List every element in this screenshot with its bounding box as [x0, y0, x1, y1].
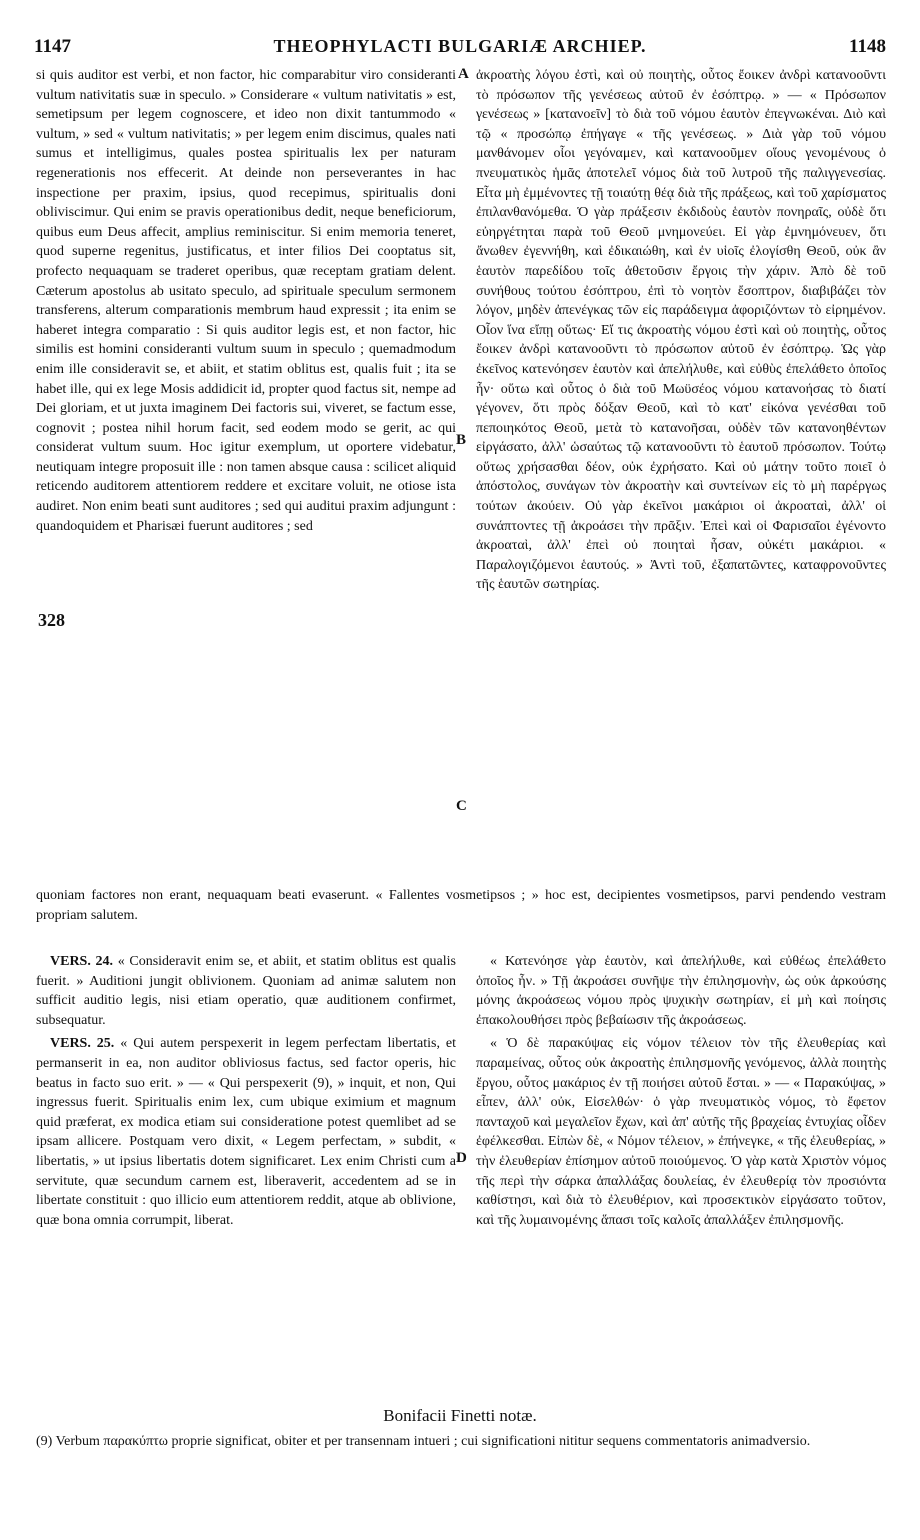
greek-verse-24: « Κατενόησε γὰρ ἑαυτὸν, καὶ ἀπελήλυθε, καὶ εὐθέως ἐπελάθετο ὁποῖος ἦν. » Τῇ ἀκροάσει συνῆψε τὴν ἐπιλησμονὴν, ὡς οὐκ ἀρκούσης μόνης ἀκροάσεως νόμου πρὸς ψυχικὴν σωτηρίαν, εἰ μὴ καὶ ποίησις ἐπακολουθήσει πρὸς βεβαίωσιν τῆς ἀκροάσεως. — [476, 954, 886, 1028]
notes-title: Bonifacii Finetti notæ. — [383, 1406, 537, 1425]
page-header — [0, 0, 920, 60]
latin-verse-24 — [36, 952, 456, 1030]
latin-paragraph: si quis auditor est verbi, et non factor, hic comparabitur viro consideranti vultum nativitatis suæ in speculo. » Considerare « vultum nativitatis » est, semetipsum per legem cognoscere, et ideo non dixit tantummodo « vultum, » sed « vultum nativitatis; » per legem enim discimus, quales nati sumus et intelligimus, quales postea spiritualis lex per naturam regenerationis nos effecerit. At deinde non perseverantes in hac inspectione per praxim, ipsius, quod recepimus, spiritualis doni obliviscimur. Qui enim se pravis operationibus dedit, neque beneficiorum, quibus eum Deus affecit, amplius reminiscitur. Si enim memoria teneret, quod superne regenitus, justificatus, et inter filios Dei cooptatus sit, profecto nequaquam se traderet operibus, quæ receptam gratiam delent. Cæterum apostolus ab usitato speculo, ad spirituale speculum sermonem transferens, alterum comparationis membrum haud expressit ; ita enim se haberet integra comparatio : Si quis auditor legis est, et non factor, hic similis est homini consideranti vultum suum in speculo ; quemadmodum enim ille consideravit se, et abiit, et statim oblitus est, qualis fuit ; ita se habet ille, qui ex lege Mosis addidicit id, propter quod factus sit, nempe ad Dei gloriam, et ut juxta imaginem Dei factoris sui, viveret, se factum esse, cognovit ; postea nihil horum facit, sed eodem modo se gerit, ac qui considerat vultum suum. Hoc igitur exemplum, ut oportere videbatur, neutiquam integre proposuit ille : non tamen absque causa : scilicet aliquid reticendo auditorem attentiorem reddere et excitare voluit, ne otiose ista audiret. Non enim beati sunt auditores ; sed qui auditui praxim adjungunt : quandoquidem et Pharisæi fuerunt auditores ; sed — [36, 68, 456, 534]
page-number-right: 1148 — [849, 36, 886, 57]
section-marker-a: A — [458, 66, 469, 82]
verse-label: VERS. 24. — [50, 954, 114, 969]
footnote: (9) Verbum παρακύπτω proprie significat, obiter et per transennam intueri ; cui significationi nititur sequens commentatoris animadversio. — [36, 1434, 811, 1449]
section-marker-d: D — [456, 1150, 467, 1166]
latin-full-width-line — [36, 886, 886, 925]
verse-text: « Consideravit enim se, et abiit, et statim oblitus est qualis fuerit. » Auditioni jungit oblivionem. Quoniam ad animæ salutem non sufficit auditio legis, nisi etiam operatio, quæ auditionem confirmet, subsequatur. — [36, 954, 456, 1028]
latin-column-bottom — [36, 948, 456, 1230]
section-marker-b: B — [456, 432, 467, 448]
verse-label: VERS. 25. — [50, 1036, 115, 1052]
greek-column-bottom — [476, 948, 886, 1230]
verse-text: « Qui autem perspexerit in legem perfectam libertatis, et permanserit in ea, non auditor obliviosus factus, sed factor operis, hic beatus in facto suo erit. » — « Qui perspexerit (9), » inquit, et non, Qui ingressus fuerit. Spiritualis enim lex, cum ubique eximium et magnum quid præferat, ex modica etiam sui consideratione potest quemlibet ad se ipsam allicere. Postquam vero dixit, « Legem perfectam, » subdit, « libertatis, » ut ipsius libertatis dotem significaret. Lex enim Christi cum a servitute, quæ secundum carnem est, liberaverit, accedentem ad se in libertate constituit : quo illicio eum attentiorem reddit, atque ab oblivione, quæ bona omnia corrumpit, liberat. — [36, 1036, 457, 1228]
latin-continuation: quoniam factores non erant, nequaquam beati evaserunt. « Fallentes vosmetipsos ; » hoc est, decipientes vosmetipsos, parvi pendendo vestram propriam salutem. — [36, 888, 886, 923]
section-marker-c: C — [456, 798, 467, 814]
column-reference-number: 328 — [38, 610, 65, 630]
greek-column-top — [476, 66, 886, 595]
page-number-left: 1147 — [34, 36, 71, 57]
greek-paragraph: ἀκροατὴς λόγου ἐστὶ, καὶ οὐ ποιητὴς, οὗτος ἔοικεν ἀνδρὶ κατανοοῦντι τὸ πρόσωπον τῆς γενέσεως αὐτοῦ ἐν ἐσόπτρῳ. » — « Πρόσωπον γενέσεως » [κατανοεῖν] τὸ διὰ τοῦ νόμου ἑαυτὸν ἐπεγνωκέναι. Διὸ καὶ τῷ « προσώπῳ ἐπήγαγε « τῆς γενέσεως. » Διὰ γὰρ τοῦ νόμου μανθάνομεν οἷοι γεγόναμεν, καὶ κατανοοῦμεν οἵους γενομένους ὁ πνευματικὸς ἡμᾶς ἀποτελεῖ νόμος διὰ τοῦ λυτροῦ τῆς παλιγγενεσίας. Εἶτα μὴ ἐμμένοντες τῇ τοιαύτῃ θέᾳ διὰ τῆς πράξεως, καὶ τοῦ χαρίσματος ἐπιλανθανόμεθα. Ὁ γὰρ πράξεσιν ἐκδιδοὺς ἑαυτὸν πονηραῖς, οὐδὲ ὅτι εὐηργέτηται παρὰ τοῦ Θεοῦ μνημονεύει. Εἰ γὰρ ἐμνημόνευεν, ὅτι ἄνωθεν ἐγεννήθη, καὶ ἐδικαιώθη, καὶ ἐν υἱοῖς ἐλογίσθη Θεοῦ, οὐκ ἂν ἑαυτὸν παρεδίδου τοῖς ἀθετοῦσιν ἔργοις τὴν χάριν. Ἀπὸ δὲ τοῦ συνήθους τούτου ἐσόπτρου, ἐπὶ τὸ νοητὸν ἔσοπτρον, διαβιβάζει τὸν λόγον, μηδὲν ἀπενέγκας τῶν εἰς παράδειγμα ἀφοριζόντων τὸ εἰρημένον. Οἷον ἵνα εἴπῃ οὕτως· Εἴ τις ἀκροατὴς νόμου ἐστὶ καὶ οὐ ποιητὴς, οὗτος ἔοικεν ἀνδρὶ κατανοοῦντι τὸ πρόσωπον αὐτοῦ ἐν ἐσόπτρῳ. Ὡς γὰρ ἐκεῖνος κατενόησεν ἑαυτὸν καὶ ἀπελήλυθε, καὶ εὐθὺς ἐπελάθετο ὁποῖος ἦν· οὕτω καὶ οὗτος ὁ διὰ τοῦ Μωϋσέος νόμου κατανοήσας τὸ διατί γέγονεν, ὅτι πρὸς δόξαν Θεοῦ, καὶ τὸ κατ' εἰκόνα γενέσθαι τοῦ πεποιηκότος Θεοῦ, μετὰ τὸ κατανοῆσαι, οὐδὲν τῶν κατανοηθέντων εἰργάσατο, ἀλλ' ὡσαύτως τῷ κατανοοῦντι τὸ ἑαυτοῦ πρόσωπον. Τούτῳ οὕτως χρήσασθαι δέον, οὐκ ἐχρήσατο. Καὶ οὐ μάτην τοῦτο ποιεῖ ὁ ἀπόστολος, συνάγων τὸν ἀκροατὴν καὶ συντείνων εἰς τὸ μὴ παρέργως τούτων ἀκούειν. Οὐ γὰρ ἐκεῖνοι μακάριοι οἱ ἀκροαταὶ, ἀλλ' οἱ συνάπτοντες τῇ ἀκροάσει τὴν πρᾶξιν. Ἐπεὶ καὶ οἱ Φαρισαῖοι ἐγένοντο ἀκροαταὶ, ἀλλ' ἐπεὶ οὐ ποιηταὶ ἦσαν, οὐκέτι μακάριοι. « Παραλογιζόμενοι ἑαυτούς. » Ἀντὶ τοῦ, ἐξαπατῶντες, καταφρονοῦντες τῆς ἑαυτῶν σωτηρίας. — [476, 68, 886, 593]
running-title: THEOPHYLACTI BULGARIÆ ARCHIEP. — [273, 36, 647, 56]
latin-column-top — [36, 66, 456, 536]
latin-verse-25 — [36, 1034, 456, 1230]
greek-verse-25: « Ὁ δὲ παρακύψας εἰς νόμον τέλειον τὸν τῆς ἐλευθερίας καὶ παραμείνας, οὗτος οὐκ ἀκροατὴς ἐπιλησμονῆς γενόμενος, ἀλλὰ ποιητὴς ἔργου, οὗτος μακάριος ἐν τῇ ποιήσει αὐτοῦ ἔσται. » — « Παρακύψας, » εἶπεν, ἀλλ' οὐκ, Εἰσελθών· ὁ γὰρ πνευματικὸς νόμος, τὸ ἔφετον πανταχοῦ καὶ μεγαλεῖον ἔχων, καὶ ἀπ' αὐτῆς τῆς βραχείας ἐντυχίας οἶδεν ἐφέλκεσθαι. Εἰπὼν δὲ, « Νόμον τέλειον, » ἐπήνεγκε, « τῆς ἐλευθερίας, » τὴν ἐλευθερίαν ἐπίσημον αὐτοῦ ποιούμενος. Ὁ γὰρ κατὰ Χριστὸν νόμος τῆς περὶ τὴν σάρκα ἀπαλλάξας δουλείας, ἐν ἐλευθερίᾳ τὸν προσιόντα καθίστησι, καὶ διὰ τὸ ἐλευθέριον, καὶ προσεκτικὸν εἰργάσατο τοῦτον, καὶ τῆς λυμαινομένης ἅπασι τοῖς καλοῖς ἀπαλλάξεν ἐπιλησμονῆς. — [476, 1036, 886, 1228]
